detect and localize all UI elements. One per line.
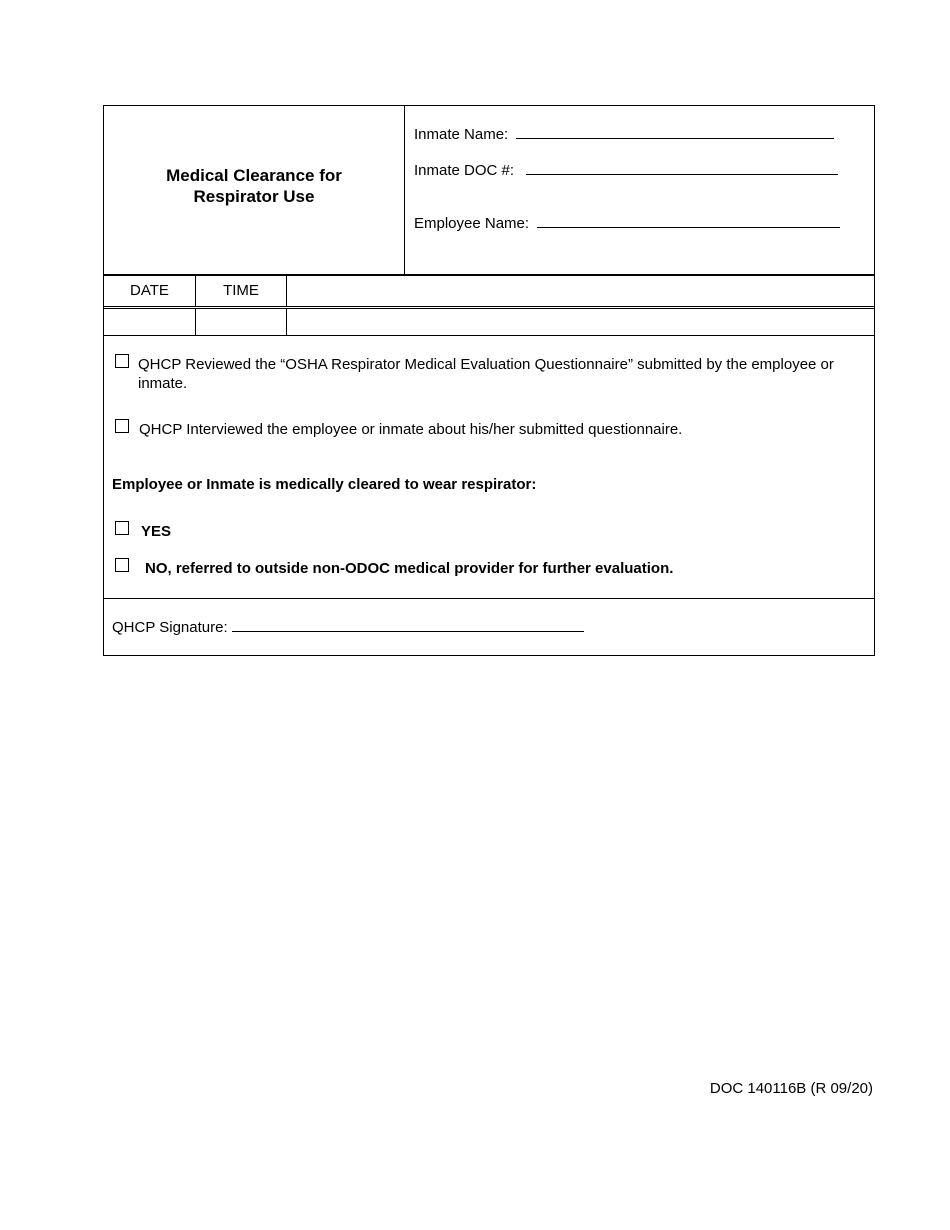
inmate-doc-line[interactable] (526, 160, 838, 175)
employee-name-line[interactable] (537, 213, 840, 228)
inmate-name-line[interactable] (516, 124, 834, 139)
inmate-name-field (414, 124, 834, 143)
date-time-entry-row (104, 309, 874, 336)
reviewed-text (138, 355, 868, 393)
notes-column-header (287, 276, 874, 306)
employee-name-field (414, 213, 840, 232)
reviewed-checkbox[interactable] (115, 354, 129, 368)
inmate-name-label: Inmate Name: (414, 126, 509, 143)
clearance-heading: Employee or Inmate is medically cleared to wear respirator: (112, 476, 537, 493)
interviewed-checkbox[interactable] (115, 419, 129, 433)
no-checkbox[interactable] (115, 558, 129, 572)
title-cell (104, 106, 405, 274)
signature-field (112, 618, 584, 637)
reviewed-text-line-1: QHCP Reviewed the “OSHA Respirator Medical Evaluation Questionnaire” submitted by the employee or (138, 356, 834, 373)
interviewed-text: QHCP Interviewed the employee or inmate about his/her submitted questionnaire. (139, 421, 683, 438)
signature-label: QHCP Signature: (112, 619, 228, 636)
signature-section (104, 599, 874, 655)
date-column-header: DATE (104, 276, 196, 306)
signature-line[interactable] (232, 618, 584, 632)
yes-checkbox[interactable] (115, 521, 129, 535)
clearance-section (104, 336, 874, 599)
notes-entry-cell[interactable] (287, 309, 874, 335)
employee-name-label: Employee Name: (414, 215, 530, 232)
date-entry-cell[interactable] (104, 309, 196, 335)
identification-cell (405, 106, 874, 274)
yes-label: YES (141, 523, 172, 540)
form-header (104, 106, 874, 276)
title-line-2: Respirator Use (193, 187, 315, 206)
inmate-doc-field (414, 160, 838, 179)
title-line-1: Medical Clearance for (166, 166, 342, 185)
time-column-header: TIME (196, 276, 287, 306)
form-title (166, 165, 342, 207)
time-entry-cell[interactable] (196, 309, 287, 335)
form-number: DOC 140116B (R 09/20) (709, 1080, 873, 1097)
inmate-doc-label: Inmate DOC #: (414, 162, 515, 179)
reviewed-text-line-2: inmate. (138, 375, 188, 392)
no-label: NO, referred to outside non-ODOC medical provider for further evaluation. (145, 560, 674, 577)
medical-clearance-form (103, 105, 875, 656)
date-time-header-row (104, 276, 874, 309)
